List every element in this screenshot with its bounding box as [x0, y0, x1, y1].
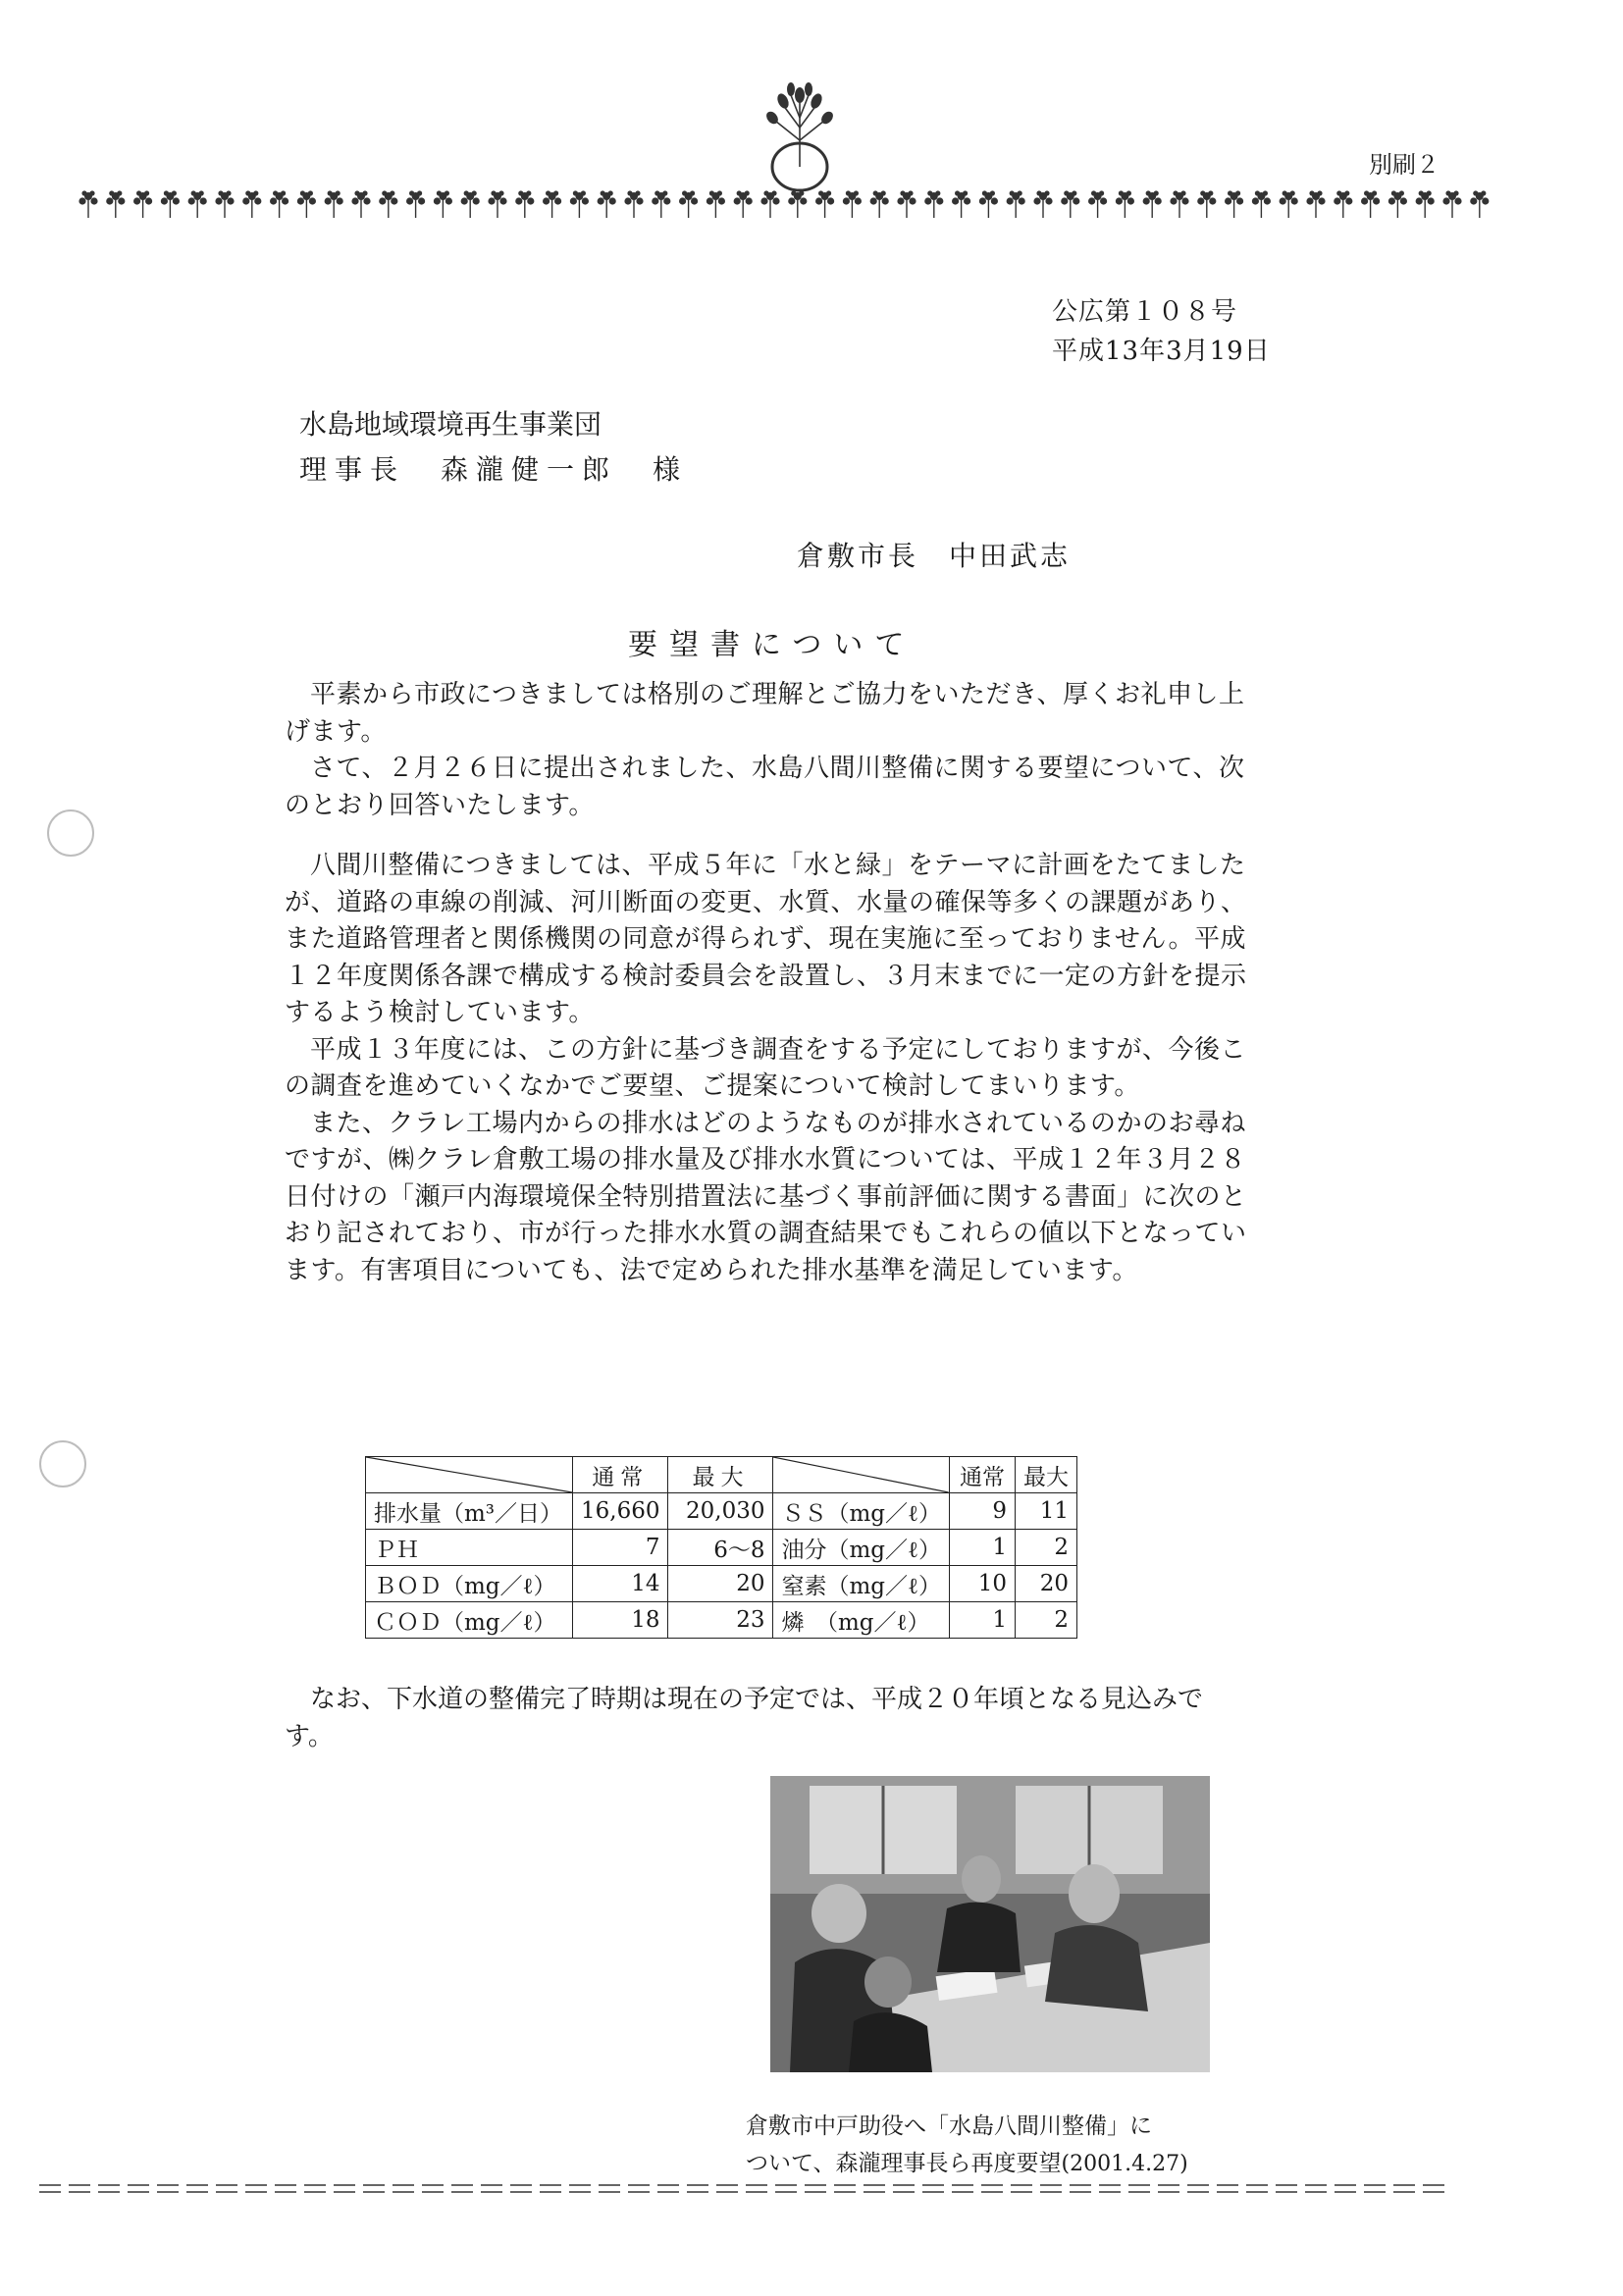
tree-ornament [1061, 190, 1079, 218]
dash-mark [69, 2185, 90, 2192]
tree-ornament [434, 190, 452, 218]
tree-ornament [1306, 190, 1325, 218]
dash-mark [1217, 2185, 1238, 2192]
dash-mark [1423, 2185, 1444, 2192]
paragraph: 八間川整備につきましては、平成５年に「水と緑」をテーマに計画をたてましたが、道路の車線の削減、河川断面の変更、水質、水量の確保等多くの課題があり、また道路管理者と関係機関の同意が得られず、現在実施に至っておりません。平成１２年度関係各課で構成する検討委員会を設置し、３月末までに一定の方針を提示するよう検討しています。 [285, 851, 1247, 1027]
tree-ornament [1416, 190, 1435, 218]
tree-ornament [760, 190, 779, 218]
dash-mark [1364, 2185, 1386, 2192]
tree-ornament [351, 190, 370, 218]
dash-mark [1393, 2185, 1415, 2192]
addressee-name: 理事長 森瀧健一郎 様 [299, 453, 689, 486]
dash-mark [1187, 2185, 1209, 2192]
tree-ornament [461, 190, 480, 218]
table-cell: 16,660 [573, 1493, 668, 1530]
dash-mark [1335, 2185, 1356, 2192]
tree-ornament [1442, 190, 1461, 218]
table-header-row [366, 1457, 1077, 1493]
dash-mark [569, 2185, 591, 2192]
dash-mark [363, 2185, 385, 2192]
tree-ornament [707, 190, 725, 218]
tree-ornament [924, 190, 943, 218]
sender: 倉敷市長 中田武志 [797, 540, 1072, 572]
tree-ornament [406, 190, 425, 218]
meeting-photo [770, 1776, 1210, 2072]
dash-mark [1040, 2185, 1062, 2192]
table-cell: 窒素（mg／ℓ） [773, 1566, 950, 1602]
dash-mark [98, 2185, 120, 2192]
dash-mark [216, 2185, 237, 2192]
dash-mark [981, 2185, 1003, 2192]
reference-block [1052, 292, 1271, 371]
tree-ornament [952, 190, 970, 218]
tree-ornament [297, 190, 316, 218]
table-cell: 1 [950, 1530, 1016, 1566]
dash-mark [1246, 2185, 1268, 2192]
photo-caption [746, 2108, 1188, 2183]
dash-mark [245, 2185, 267, 2192]
table-header-cell: 最大 [668, 1457, 773, 1493]
tree-ornament [79, 190, 97, 218]
punch-hole [47, 809, 94, 857]
tree-ornament [570, 190, 589, 218]
tree-ornament [325, 190, 343, 218]
dash-mark [451, 2185, 473, 2192]
table-cell: 23 [668, 1602, 773, 1639]
dash-mark [657, 2185, 679, 2192]
dash-mark [864, 2185, 885, 2192]
tree-ornament [106, 190, 125, 218]
caption-line-1: 倉敷市中戸助役へ「水島八間川整備」に [746, 2113, 1152, 2139]
tree-ornament [897, 190, 916, 218]
dash-mark [1158, 2185, 1179, 2192]
dash-mark [1011, 2185, 1032, 2192]
dash-mark [1099, 2185, 1121, 2192]
paragraph: 平素から市政につきましては格別のご理解とご協力をいただき、厚くお礼申し上げます。 [285, 680, 1245, 747]
dash-mark [952, 2185, 973, 2192]
tree-ornament [242, 190, 261, 218]
dash-mark [186, 2185, 208, 2192]
dash-mark [746, 2185, 767, 2192]
dash-mark [775, 2185, 797, 2192]
dash-mark [304, 2185, 326, 2192]
paragraph: なお、下水道の整備完了時期は現在の予定では、平成２０年頃となる見込みです。 [285, 1685, 1204, 1751]
closing-paragraph [285, 1682, 1251, 1755]
tree-ornament [1334, 190, 1352, 218]
table-cell: 1 [950, 1602, 1016, 1639]
dash-mark [716, 2185, 738, 2192]
dash-mark [275, 2185, 296, 2192]
dash-mark [393, 2185, 414, 2192]
table-cell: 20,030 [668, 1493, 773, 1530]
dash-mark [628, 2185, 650, 2192]
tree-ornament [1170, 190, 1188, 218]
tree-border-decoration [79, 184, 1496, 224]
discharge-quality-table [365, 1456, 1077, 1639]
dash-mark [1070, 2185, 1091, 2192]
paragraph: 平成１３年度には、この方針に基づき調査をする予定にしておりますが、今後この調査を進めていくなかでご要望、ご提案について検討してまいります。 [285, 1034, 1247, 1101]
dash-mark [1276, 2185, 1297, 2192]
tree-ornament [1225, 190, 1243, 218]
dash-mark [422, 2185, 444, 2192]
dash-mark [1305, 2185, 1327, 2192]
table-row [366, 1530, 1077, 1566]
table-cell: 7 [573, 1530, 668, 1566]
tree-ornament [1252, 190, 1271, 218]
tree-ornament [543, 190, 561, 218]
document-tag: 別刷２ [1369, 151, 1440, 179]
dash-mark [510, 2185, 532, 2192]
tree-ornament [1388, 190, 1407, 218]
table-cell: 20 [668, 1566, 773, 1602]
subject-title: 要望書について [628, 628, 916, 662]
dash-mark [39, 2185, 61, 2192]
tree-ornament [815, 190, 834, 218]
table-corner-cell [773, 1457, 950, 1493]
table-row [366, 1566, 1077, 1602]
tree-ornament [624, 190, 643, 218]
reference-date: 平成13年3月19日 [1052, 337, 1271, 366]
tree-ornament [1033, 190, 1052, 218]
table-cell: 2 [1016, 1530, 1077, 1566]
tree-ornament [270, 190, 288, 218]
table-cell: 燐 （mg／ℓ） [773, 1602, 950, 1639]
table-cell: ＣＯＤ（mg／ℓ） [366, 1602, 573, 1639]
tree-ornament [652, 190, 670, 218]
paragraph: さて、２月２６日に提出されました、水島八間川整備に関する要望について、次のとおり回答いたします。 [285, 754, 1245, 820]
caption-date: (2001.4.27) [1061, 2152, 1188, 2176]
double-dashed-divider [37, 2180, 1450, 2198]
dash-mark [128, 2185, 149, 2192]
reference-number: 公広第１０８号 [1052, 297, 1238, 327]
table-cell: 2 [1016, 1602, 1077, 1639]
tree-ornament [488, 190, 506, 218]
table-row [366, 1602, 1077, 1639]
tree-ornament [515, 190, 534, 218]
tree-ornament [788, 190, 807, 218]
tree-ornament [1280, 190, 1298, 218]
tree-ornament [215, 190, 234, 218]
tree-ornament [1143, 190, 1162, 218]
dash-mark [834, 2185, 856, 2192]
table-cell: 11 [1016, 1493, 1077, 1530]
tree-ornament [1197, 190, 1216, 218]
tree-ornament [1361, 190, 1380, 218]
dash-mark [1128, 2185, 1150, 2192]
table-header-cell: 最大 [1016, 1457, 1077, 1493]
tree-ornament [1116, 190, 1134, 218]
paragraph: また、クラレ工場内からの排水はどのようなものが排水されているのかのお尋ねですが、㈱クラレ倉敷工場の排水量及び排水水質については、平成１２年３月２８日付けの「瀬戸内海環境保全特別措置法に基づく事前評価に関する書面」に次のとおり記されており、市が行った排水水質の調査結果でもこれらの値以下となっています。有害項目についても、法で定められた排水基準を満足しています。 [285, 1108, 1247, 1285]
tree-ornament [161, 190, 180, 218]
table-header-cell: 通常 [573, 1457, 668, 1493]
table-cell: 6〜8 [668, 1530, 773, 1566]
table-row [366, 1493, 1077, 1530]
table-cell: 10 [950, 1566, 1016, 1602]
dash-mark [922, 2185, 944, 2192]
tree-ornament [843, 190, 862, 218]
table-cell: 9 [950, 1493, 1016, 1530]
table-cell: 20 [1016, 1566, 1077, 1602]
tree-ornament [870, 190, 889, 218]
tree-ornament [188, 190, 207, 218]
dash-mark [599, 2185, 620, 2192]
addressee-block [299, 402, 688, 493]
tree-ornament [734, 190, 753, 218]
letter-body [285, 677, 1251, 1289]
table-header-cell: 通常 [950, 1457, 1016, 1493]
tree-logo-icon [746, 74, 854, 196]
dash-mark [540, 2185, 561, 2192]
tree-ornament [1470, 190, 1489, 218]
caption-line-2: ついて、森瀧理事長ら再度要望 [746, 2151, 1062, 2176]
dash-mark [481, 2185, 502, 2192]
table-cell: ＢＯＤ（mg／ℓ） [366, 1566, 573, 1602]
tree-ornament [679, 190, 698, 218]
tree-ornament [379, 190, 397, 218]
dash-mark [157, 2185, 179, 2192]
table-cell: ＰＨ [366, 1530, 573, 1566]
table-cell: 油分（mg／ℓ） [773, 1530, 950, 1566]
tree-ornament [979, 190, 998, 218]
dash-mark [893, 2185, 915, 2192]
dash-mark [805, 2185, 826, 2192]
tree-ornament [1088, 190, 1107, 218]
punch-hole [39, 1440, 86, 1487]
table-cell: 14 [573, 1566, 668, 1602]
table-cell: ＳＳ（mg／ℓ） [773, 1493, 950, 1530]
tree-ornament [598, 190, 616, 218]
table-corner-cell [366, 1457, 573, 1493]
table-cell: 18 [573, 1602, 668, 1639]
dash-mark [687, 2185, 708, 2192]
table-cell: 排水量（m³／日） [366, 1493, 573, 1530]
tree-ornament [133, 190, 152, 218]
dash-mark [334, 2185, 355, 2192]
addressee-org: 水島地域環境再生事業団 [299, 408, 602, 441]
tree-ornament [1007, 190, 1025, 218]
